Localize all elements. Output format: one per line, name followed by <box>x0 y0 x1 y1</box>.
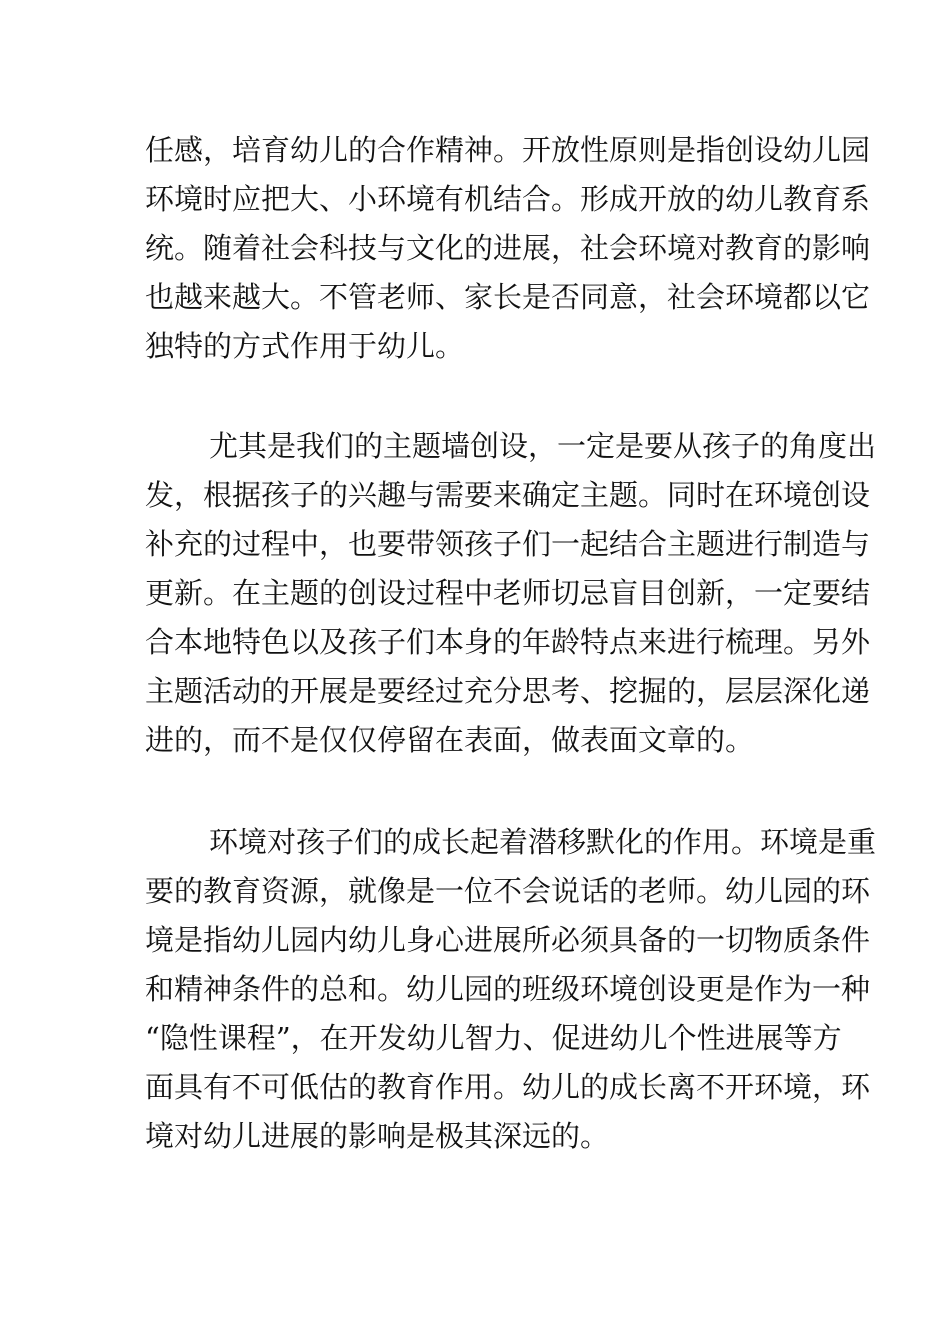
paragraph-line: 面具有不可低估的教育作用。幼儿的成长离不开环境，环 <box>145 1070 871 1104</box>
paragraph-line: 发，根据孩子的兴趣与需要来确定主题。同时在环境创设 <box>145 478 871 512</box>
paragraph-line: 独特的方式作用于幼儿。 <box>145 329 465 363</box>
paragraph-line: 也越来越大。不管老师、家长是否同意，社会环境都以它 <box>145 280 871 314</box>
paragraph-line: 补充的过程中，也要带领孩子们一起结合主题进行制造与 <box>145 527 871 561</box>
paragraph-line: 环境对孩子们的成长起着潜移默化的作用。环境是重 <box>209 825 877 859</box>
paragraph-line: 和精神条件的总和。幼儿园的班级环境创设更是作为一种 <box>145 972 871 1006</box>
paragraph-line: 更新。在主题的创设过程中老师切忌盲目创新，一定要结 <box>145 576 871 610</box>
paragraph-line: 尤其是我们的主题墙创设，一定是要从孩子的角度出 <box>209 429 877 463</box>
paragraph-2 <box>145 422 877 765</box>
paragraph-line: 环境时应把大、小环境有机结合。形成开放的幼儿教育系 <box>145 182 871 216</box>
paragraph-3 <box>145 818 877 1161</box>
paragraph-line: 进的，而不是仅仅停留在表面，做表面文章的。 <box>145 723 755 757</box>
paragraph-line: 任感，培育幼儿的合作精神。开放性原则是指创设幼儿园 <box>145 133 871 167</box>
paragraph-line: 主题活动的开展是要经过充分思考、挖掘的，层层深化递 <box>145 674 871 708</box>
paragraph-line: 境是指幼儿园内幼儿身心进展所必须具备的一切物质条件 <box>145 923 871 957</box>
paragraph-line: “隐性课程”，在开发幼儿智力、促进幼儿个性进展等方 <box>145 1021 842 1055</box>
paragraph-line: 境对幼儿进展的影响是极其深远的。 <box>145 1119 610 1153</box>
paragraph-1 <box>145 126 871 371</box>
paragraph-line: 要的教育资源，就像是一位不会说话的老师。幼儿园的环 <box>145 874 871 908</box>
paragraph-line: 合本地特色以及孩子们本身的年龄特点来进行梳理。另外 <box>145 625 871 659</box>
paragraph-line: 统。随着社会科技与文化的进展，社会环境对教育的影响 <box>145 231 871 265</box>
